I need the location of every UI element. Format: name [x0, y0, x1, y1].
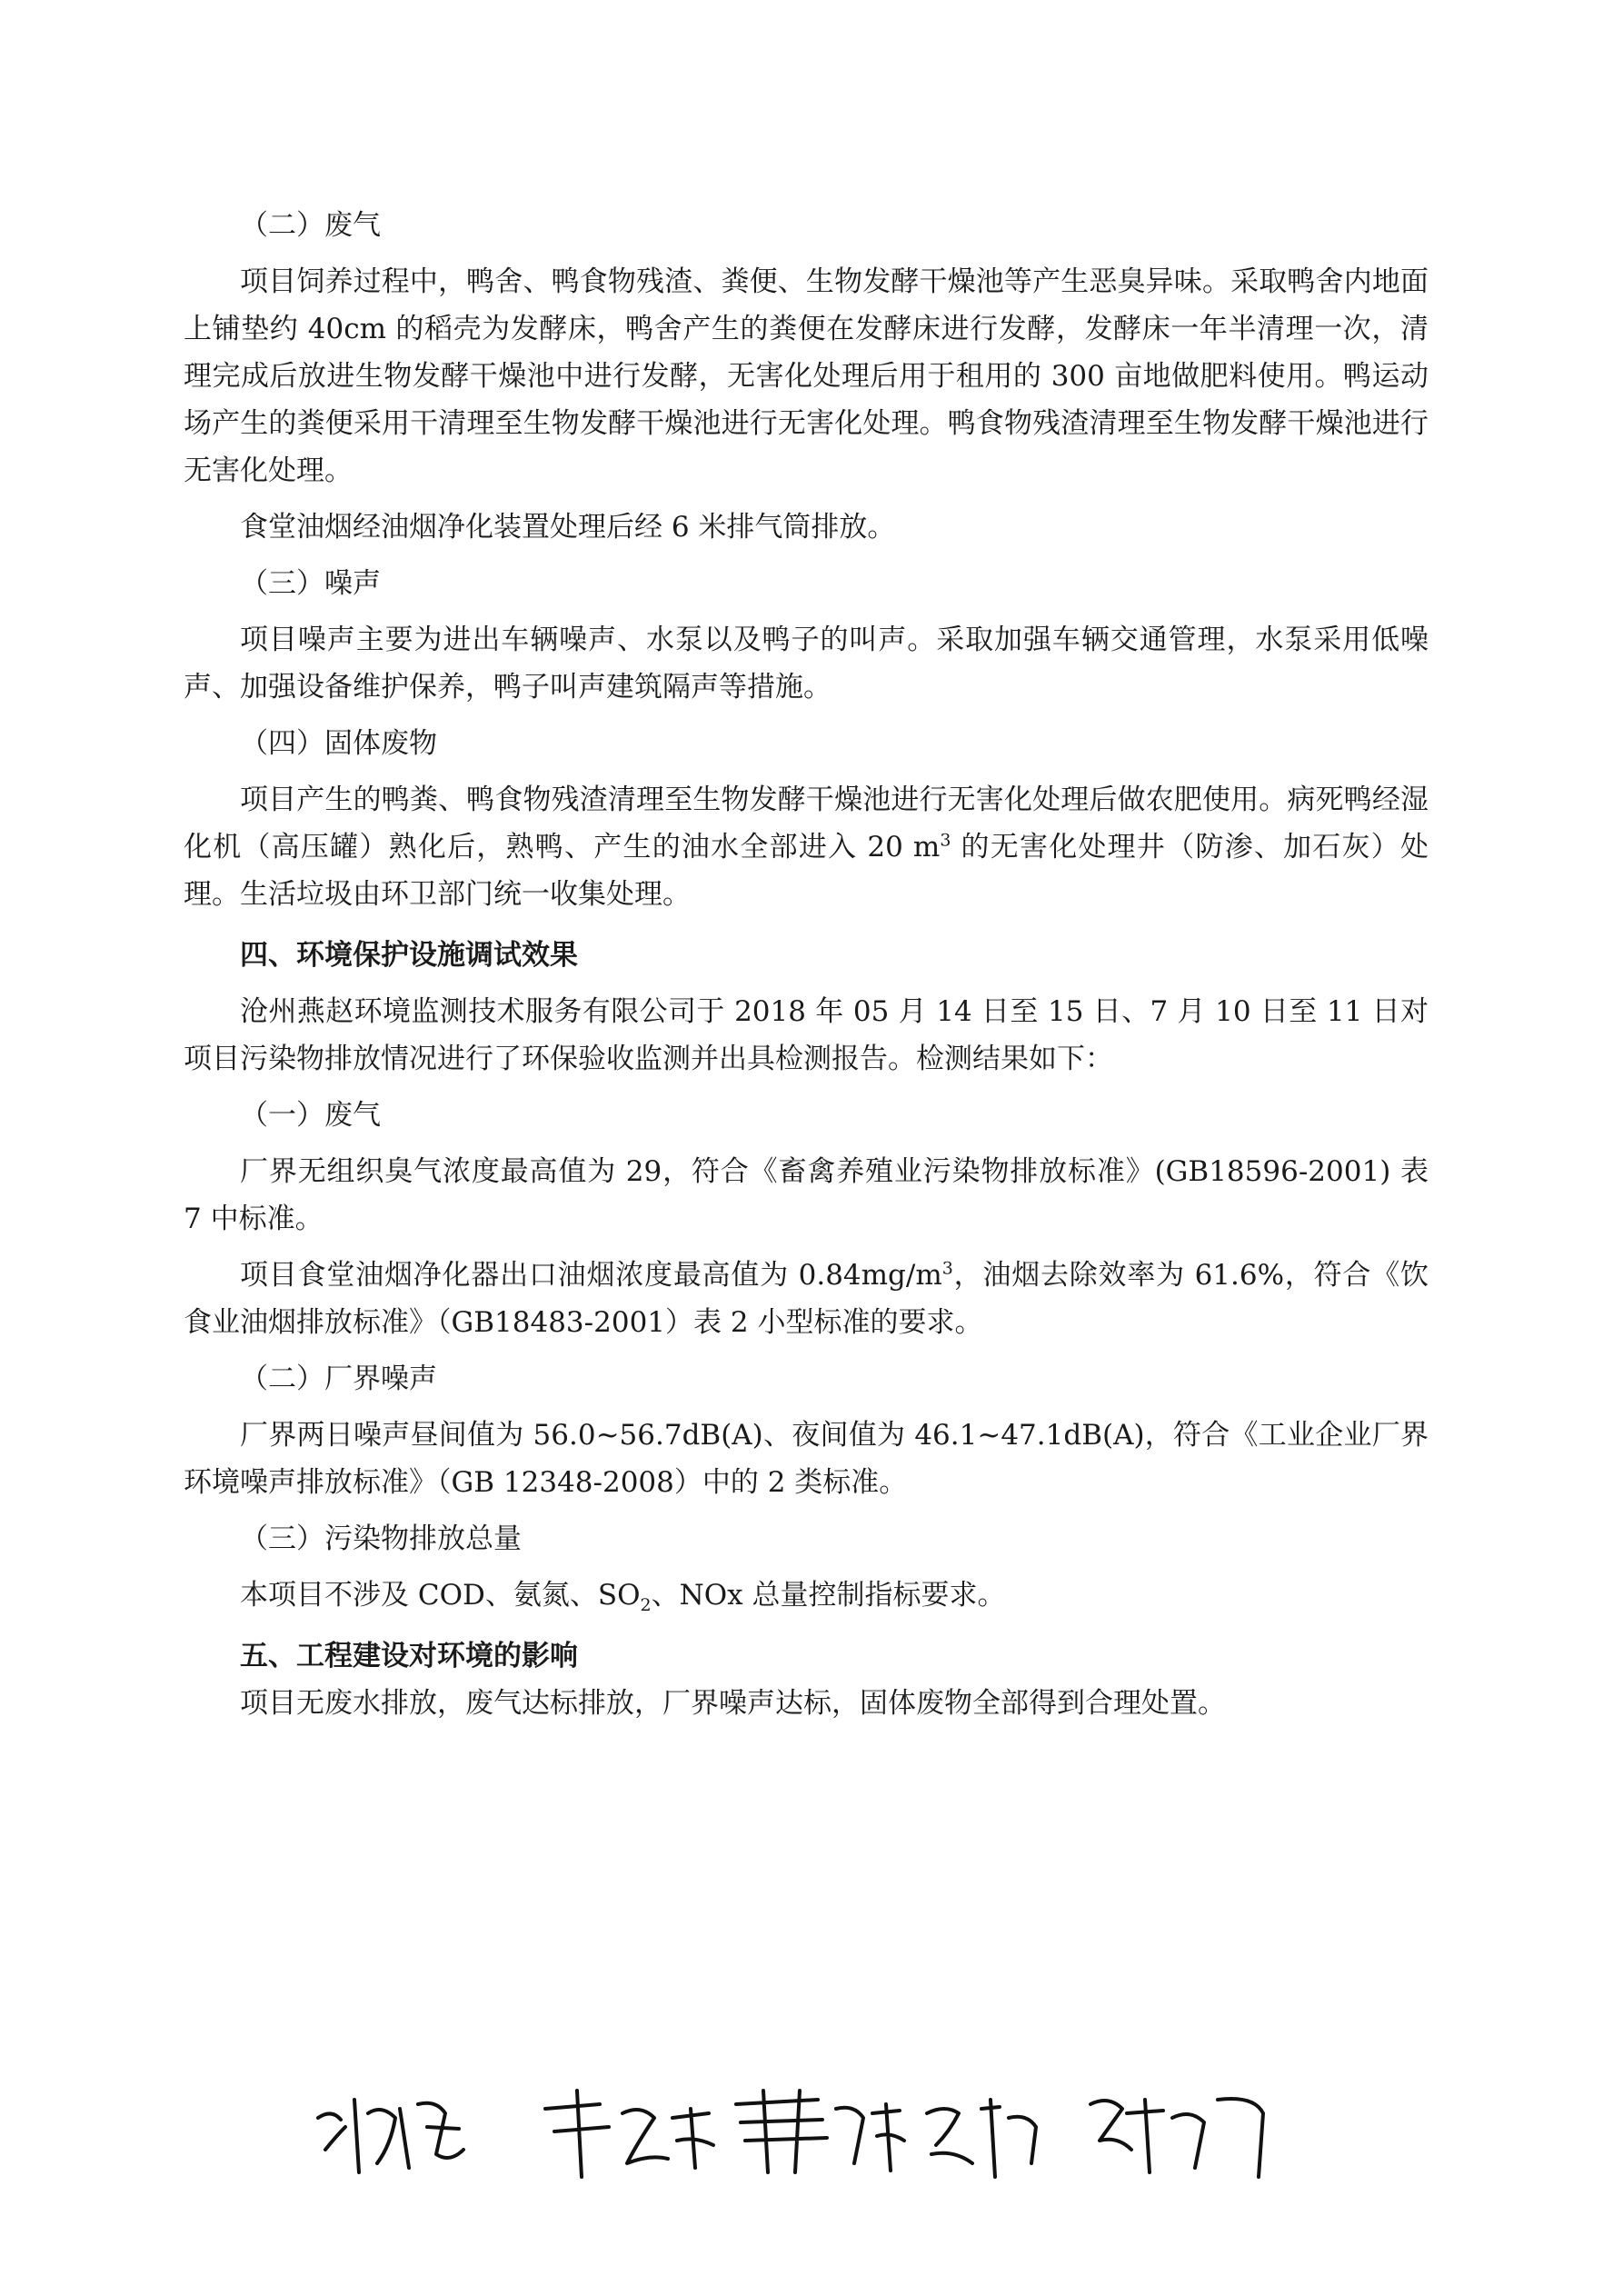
- handwritten-signatures: [309, 2063, 1354, 2191]
- signature-3: [736, 2091, 904, 2172]
- signature-2: [545, 2091, 713, 2177]
- section-5-heading: 五、工程建设对环境的影响: [240, 1640, 578, 1672]
- fume-text-a: 项目食堂油烟净化器出口油烟浓度最高值为 0.84mg/m: [240, 1259, 942, 1292]
- fume-superscript: 3: [941, 1258, 953, 1279]
- monitoring-paragraph: 沧州燕赵环境监测技术服务有限公司于 2018 年 05 月 14 日至 15 日、7 月 10 日至 11 日对项目污染物排放情况进行了环保验收监测并出具检测报告。检测结果如下：: [184, 995, 1429, 1075]
- solid-waste-text-b: 的无害化处理井（防渗、加石灰）处理。生活垃圾由环卫部门统一收集处理。: [184, 831, 1429, 911]
- solid-waste-text-a: 项目产生的鸭粪、鸭食物残渣清理至生物发酵干燥池进行无害化处理后做农肥使用。病死鸭经湿化机（高压罐）熟化后，熟鸭、产生的油水全部进入 20 m: [184, 784, 1429, 863]
- odor-result-paragraph: 厂界无组织臭气浓度最高值为 29，符合《畜禽养殖业污染物排放标准》(GB18596-2001) 表 7 中标准。: [184, 1155, 1429, 1235]
- solid-waste-paragraph: [184, 776, 1429, 918]
- waste-gas-heading: （二）废气: [240, 209, 381, 242]
- noise-heading: （三）噪声: [240, 567, 381, 600]
- total-text-a: 本项目不涉及 COD、氨氮、SO: [240, 1579, 641, 1612]
- waste-gas-paragraph: 项目饲养过程中，鸭舍、鸭食物残渣、粪便、生物发酵干燥池等产生恶臭异味。采取鸭舍内地面上铺垫约 40cm 的稻壳为发酵床，鸭舍产生的粪便在发酵床进行发酵，发酵床一年半清理一次，清理完成后放进生物发酵干燥池中进行发酵，无害化处理后用于租用的 300 亩地做肥料使用。鸭运动场产生的粪便采用干清理至生物发酵干燥池进行无害化处理。鸭食物残渣清理至生物发酵干燥池进行无害化处理。: [184, 265, 1429, 487]
- cubic-superscript: 3: [940, 830, 951, 851]
- fume-text-b: ，油烟去除效率为 61.6%，符合《饮食业油烟排放标准》（GB18483-2001）表 2 小型标准的要求。: [184, 1259, 1429, 1339]
- noise-result-paragraph: 厂界两日噪声昼间值为 56.0~56.7dB(A)、夜间值为 46.1~47.1dB(A)，符合《工业企业厂界环境噪声排放标准》（GB 12348-2008）中的 2 类标准。: [184, 1419, 1429, 1499]
- fume-result-paragraph: [184, 1252, 1429, 1346]
- s4-noise-heading: （二）厂界噪声: [240, 1363, 437, 1395]
- s4-total-heading: （三）污染物排放总量: [240, 1522, 522, 1555]
- signatures-drawing: [309, 2063, 1354, 2191]
- cooking-fume-paragraph: 食堂油烟经油烟净化装置处理后经 6 米排气筒排放。: [240, 511, 896, 544]
- impact-paragraph: 项目无废水排放，废气达标排放，厂界噪声达标，固体废物全部得到合理处置。: [240, 1687, 1226, 1720]
- signature-4: [927, 2100, 1036, 2177]
- document-body: [184, 202, 1429, 1727]
- signature-1: [318, 2100, 463, 2172]
- so2-subscript: 2: [640, 1595, 652, 1616]
- section-4-heading: 四、环境保护设施调试效果: [240, 939, 578, 972]
- total-amount-paragraph: [184, 1572, 1429, 1619]
- total-text-b: 、NOx 总量控制指标要求。: [651, 1579, 1006, 1612]
- solid-waste-heading: （四）固体废物: [240, 727, 437, 760]
- noise-paragraph: 项目噪声主要为进出车辆噪声、水泵以及鸭子的叫声。采取加强车辆交通管理，水泵采用低噪声、加强设备维护保养，鸭子叫声建筑隔声等措施。: [184, 624, 1429, 704]
- s4-waste-gas-heading: （一）废气: [240, 1099, 381, 1132]
- signature-5: [1090, 2099, 1263, 2177]
